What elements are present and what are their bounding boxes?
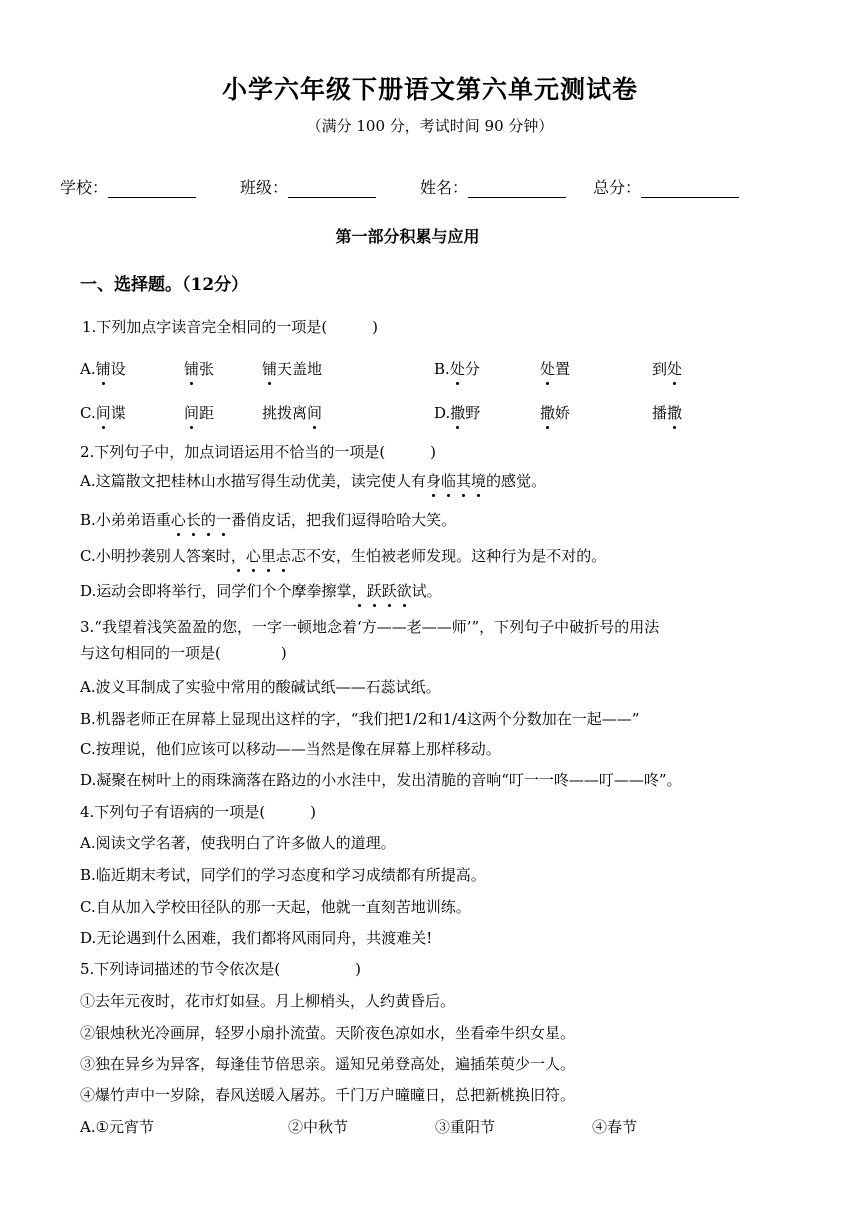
emphasis-char: 境 (471, 472, 487, 490)
q1-a-word1: A.铺设 (80, 360, 126, 378)
class-field (240, 175, 376, 198)
q5-poem-3: ③独在异乡为异客，每逢佳节倍思亲。遥知兄弟登高处，遍插茱萸少一人。 (80, 1055, 576, 1073)
q5-poem-4: ④爆竹声中一岁除，春风送暖入屠苏。千门万户曈曈日，总把新桃换旧符。 (80, 1086, 576, 1104)
q1-d-word1: D.撒野 (434, 404, 481, 422)
emphasis-char: ， (230, 547, 246, 565)
q4-option-b: B.临近期末考试，同学们的学习态度和学习成绩都有所提高。 (80, 866, 486, 884)
emphasis-char: 欲 (396, 582, 412, 600)
school-blank[interactable] (108, 181, 196, 198)
emphasis-char: 处 (667, 360, 683, 378)
class-label: 班级： (240, 178, 289, 197)
emphasis-char: 间 (95, 404, 111, 422)
emphasis-char: 撒 (540, 404, 556, 422)
emphasis-char: ， (351, 582, 367, 600)
school-field (60, 175, 196, 198)
q5-poem-2: ②银烛秋光冷画屏，轻罗小扇扑流萤。天阶夜色凉如水，坐看牵牛织女星。 (80, 1024, 576, 1042)
school-label: 学校： (60, 178, 109, 197)
emphasis-char: 跃 (381, 582, 397, 600)
emphasis-char: 临 (440, 472, 456, 490)
exam-note: （满分 100 分，考试时间 90 分钟） (306, 117, 554, 135)
question-3-stem-line2: 与这句相同的一项是( ) (80, 644, 287, 662)
total-field (593, 175, 739, 198)
q4-option-a: A.阅读文学名著，使我明白了许多做人的道理。 (80, 834, 396, 852)
emphasis-char: 铺 (262, 360, 278, 378)
section-heading: 一、选择题。（12分） (80, 275, 249, 295)
q3-option-c: C.按理说，他们应该可以移动——当然是像在屏幕上那样移动。 (80, 740, 501, 758)
q1-c-word2: 间距 (184, 404, 215, 422)
question-5-stem: 5.下列诗词描述的节令依次是( ) (80, 960, 362, 978)
q1-c-word1: C.间谍 (80, 404, 126, 422)
q1-a-word3: 铺天盖地 (262, 360, 323, 378)
q5-a-item4: ④春节 (592, 1118, 638, 1136)
q1-option-c (80, 402, 323, 423)
name-label: 姓名： (420, 178, 469, 197)
emphasis-char: 铺 (184, 360, 200, 378)
question-1-stem: 1.下列加点字读音完全相同的一项是( ) (82, 318, 379, 336)
q5-option-a (80, 1116, 638, 1137)
q3-option-a: A.波义耳制成了实验中常用的酸碱试纸——石蕊试纸。 (80, 678, 441, 696)
name-field (420, 175, 566, 198)
q1-option-a (80, 358, 323, 379)
q2-option-a: A.这篇散文把桂林山水描写得生动优美，读完使人有身临其境的感觉。 (80, 472, 547, 490)
emphasis-char: 忐 (275, 547, 291, 565)
q5-a-item3: ③重阳节 (435, 1118, 496, 1136)
class-blank[interactable] (288, 181, 376, 198)
total-blank[interactable] (641, 181, 739, 198)
emphasis-char: 一 (215, 511, 231, 529)
name-blank[interactable] (468, 181, 566, 198)
emphasis-char: 铺 (95, 360, 111, 378)
question-3-stem-line1: 3.“我望着浅笑盈盈的您，一字一顿地念着‘方——老——师’”，下列句子中破折号的用法 (80, 618, 660, 636)
question-2-stem: 2.下列句子中，加点词语运用不恰当的一项是( ) (80, 443, 437, 461)
emphasis-char: 间 (184, 404, 200, 422)
part-title: 第一部分积累与应用 (335, 227, 480, 246)
q4-option-d: D.无论遇到什么困难，我们都将风雨同舟，共渡难关! (80, 929, 433, 947)
q1-a-word2: 铺张 (184, 360, 215, 378)
emphasis-char: 间 (307, 404, 323, 422)
page-title: 小学六年级下册语文第六单元测试卷 (221, 75, 638, 104)
emphasis-char: 撒 (450, 404, 466, 422)
emphasis-char: 处 (449, 360, 465, 378)
q3-option-d: D.凝聚在树叶上的雨珠滴落在路边的小水洼中，发出清脆的音响“叮一一咚——叮——咚”。 (80, 771, 682, 789)
q1-d-word2: 撒娇 (540, 404, 571, 422)
emphasis-char: 身 (425, 472, 441, 490)
question-4-stem: 4.下列句子有语病的一项是( ) (80, 803, 317, 821)
q5-poem-1: ①去年元夜时，花市灯如昼。月上柳梢头，人约黄昏后。 (80, 992, 456, 1010)
q1-b-word3: 到处 (652, 360, 683, 378)
q5-a-item1: A.①元宵节 (80, 1118, 155, 1136)
q1-b-word2: 处置 (540, 360, 571, 378)
q4-option-c: C.自从加入学校田径队的那一天起，他就一直刻苦地训练。 (80, 898, 471, 916)
emphasis-char: 长 (185, 511, 201, 529)
q2-option-d: D.运动会即将举行，同学们个个摩拳擦掌，跃跃欲试。 (80, 582, 442, 600)
emphasis-char: 的 (200, 511, 216, 529)
q1-option-b (434, 358, 683, 379)
emphasis-char: 其 (456, 472, 472, 490)
q5-a-item2: ②中秋节 (288, 1118, 349, 1136)
q1-d-word3: 播撒 (652, 404, 683, 422)
emphasis-char: 撒 (667, 404, 683, 422)
q1-option-d (434, 402, 683, 423)
emphasis-char: 里 (260, 547, 276, 565)
emphasis-char: 处 (540, 360, 556, 378)
q3-option-b: B.机器老师正在屏幕上显现出这样的字，“我们把1/2和1/4这两个分数加在一起——” (80, 710, 640, 728)
emphasis-char: 心 (245, 547, 261, 565)
q2-option-b: B.小弟弟语重心长的一番俏皮话，把我们逗得哈哈大笑。 (80, 511, 457, 529)
q2-option-c: C.小明抄袭别人答案时，心里忐忑不安，生怕被老师发现。这种行为是不对的。 (80, 547, 607, 565)
emphasis-char: 跃 (366, 582, 382, 600)
total-label: 总分： (593, 178, 642, 197)
emphasis-char: 心 (170, 511, 186, 529)
q1-c-word3: 挑拨离间 (262, 404, 323, 422)
q1-b-word1: B.处分 (434, 360, 480, 378)
